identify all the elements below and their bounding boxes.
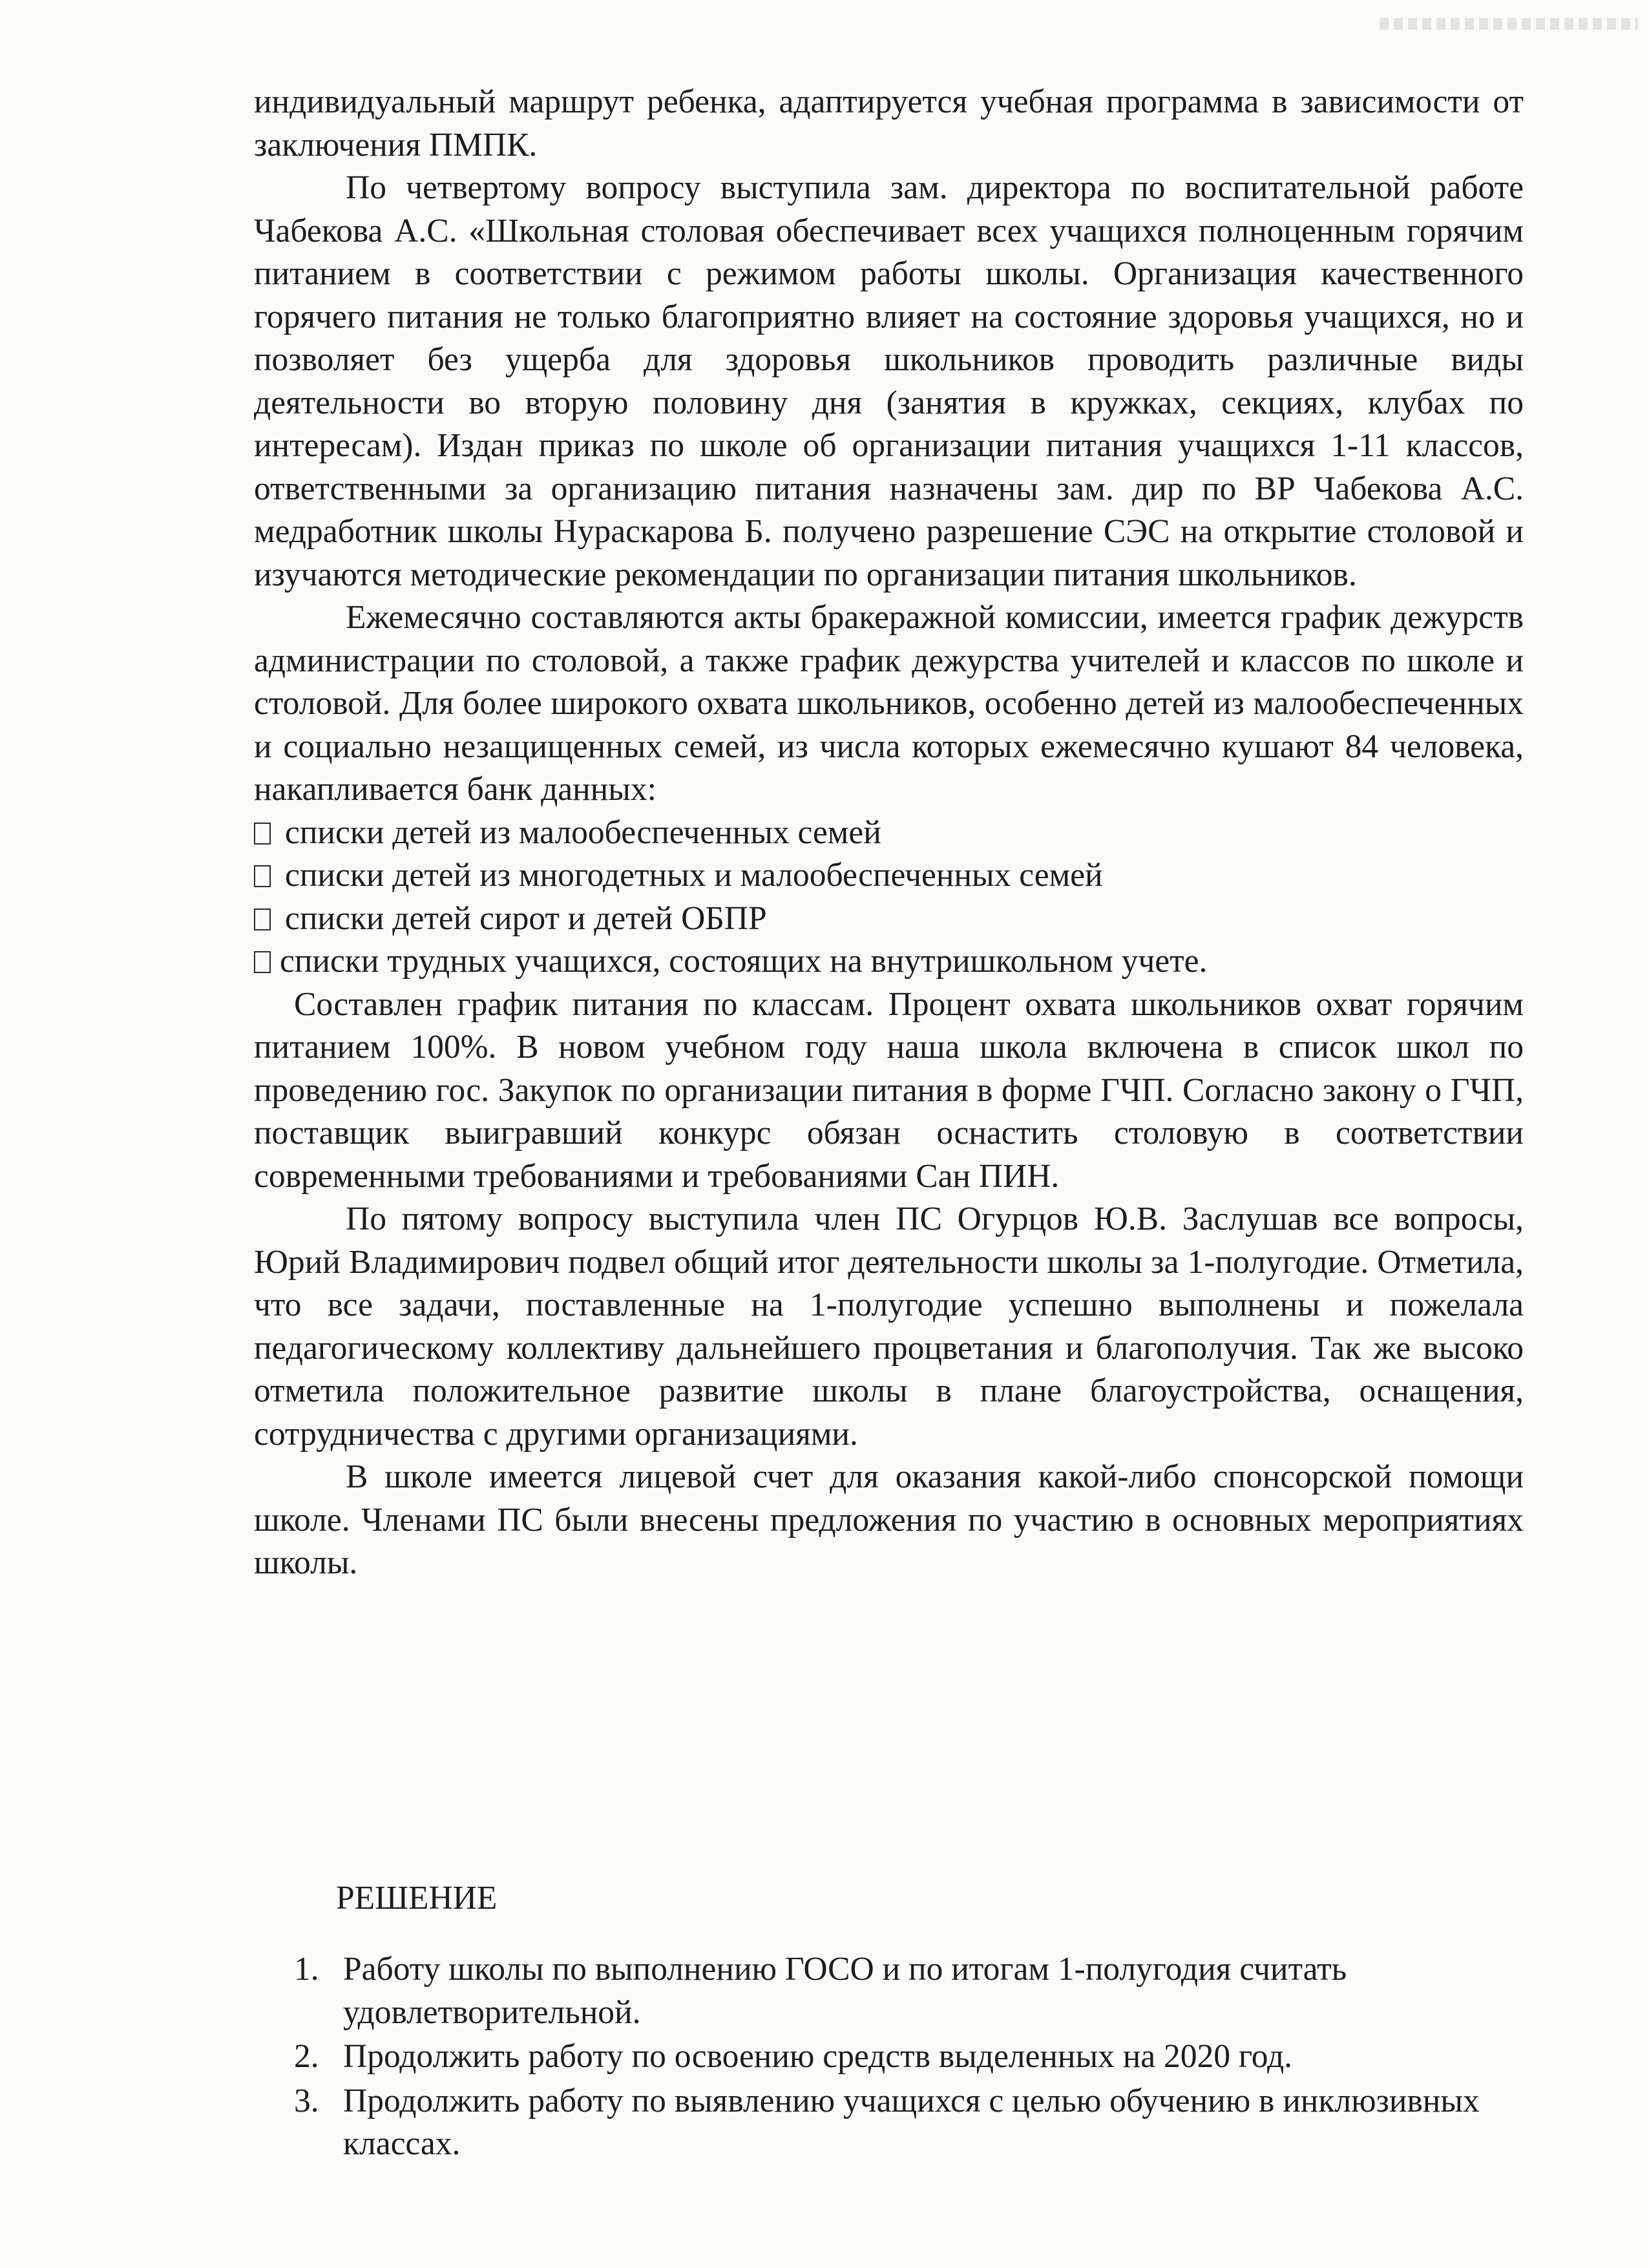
list-item <box>294 2035 1522 2079</box>
checkbox-icon <box>254 951 271 973</box>
paragraph-sponsor-account: В школе имеется лицевой счет для оказания какой-либо спонсорской помощи школе. Членами ПС были внесены предложения по участию в основных мероприятиях школы. <box>254 1458 1524 1581</box>
item-number: 3. <box>294 2082 319 2119</box>
databank-list <box>254 812 1524 983</box>
paragraph-continuation: индивидуальный маршрут ребенка, адаптируется учебная программа в зависимости от заключения ПМПК. <box>254 83 1524 163</box>
list-item: списки детей сирот и детей ОБПР <box>254 898 1524 941</box>
document-body <box>254 81 1524 1585</box>
list-item <box>294 2080 1522 2166</box>
item-number: 2. <box>294 2038 319 2075</box>
paragraph-fifth-question: По пятому вопросу выступила член ПС Огурцов Ю.В. Заслушав все вопросы, Юрий Владимирович подвел общий итог деятельности школы за 1-полугодие. Отметила, что все задачи, поставленные на 1-полугодие успешно выполнены и пожелала педагогическому коллективу дальнейшего процветания и благополучия. Так же высоко отметила положительное развитие школы в плане благоустройства, оснащения, сотрудничества с другими организациями. <box>254 1201 1524 1453</box>
checkbox-icon <box>254 823 271 845</box>
checkbox-icon <box>254 865 271 887</box>
item-text: Продолжить работу по освоению средств выделенных на 2020 год. <box>343 2038 1293 2075</box>
list-item: списки детей из многодетных и малообеспеченных семей <box>254 854 1524 898</box>
list-item: списки детей из малообеспеченных семей <box>254 812 1524 855</box>
resolution-heading: РЕШЕНИЕ <box>336 1880 498 1916</box>
decisions-list <box>294 1948 1522 2167</box>
item-text: Продолжить работу по выявлению учащихся с целью обучению в инклюзивных классах. <box>343 2082 1480 2162</box>
scan-artifact <box>1380 18 1638 30</box>
list-item: списки трудных учащихся, состоящих на внутришкольном учете. <box>254 940 1524 983</box>
paragraph-fourth-question: По четвертому вопросу выступила зам. директора по воспитательной работе Чабекова А.С. «Школьная столовая обеспечивает всех учащихся полноценным горячим питанием в соответствии с режимом работы школы. Организация качественного горячего питания не только благоприятно влияет на состояние здоровья учащихся, но и позволяет без ущерба для здоровья школьников проводить различные виды деятельности во вторую половину дня (занятия в кружках, секциях, клубах по интересам). Издан приказ по школе об организации питания учащихся 1-11 классов, ответственными за организацию питания назначены зам. дир по ВР Чабекова А.С. медработник школы Нураскарова Б. получено разрешение СЭС на открытие столовой и изучаются методические рекомендации по организации питания школьников. <box>254 169 1524 593</box>
paragraph-monthly-acts: Ежемесячно составляются акты бракеражной комиссии, имеется график дежурств администрации по столовой, а также график дежурства учителей и классов по школе и столовой. Для более широкого охвата школьников, особенно детей из малообеспеченных и социально незащищенных семей, из числа которых ежемесячно кушают 84 человека, накапливается банк данных: <box>254 599 1524 808</box>
item-text: Работу школы по выполнению ГОСО и по итогам 1-полугодия считать удовлетворительной. <box>343 1951 1347 2031</box>
list-item <box>294 1948 1522 2034</box>
item-number: 1. <box>294 1951 319 1988</box>
checkbox-icon <box>254 908 271 930</box>
paragraph-meal-schedule: Составлен график питания по классам. Процент охвата школьников охват горячим питанием 100%. В новом учебном году наша школа включена в список школ по проведению гос. Закупок по организации питания в форме ГЧП. Согласно закону о ГЧП, поставщик выигравший конкурс обязан оснастить столовую в соответствии современными требованиями и требованиями Сан ПИН. <box>254 985 1524 1195</box>
